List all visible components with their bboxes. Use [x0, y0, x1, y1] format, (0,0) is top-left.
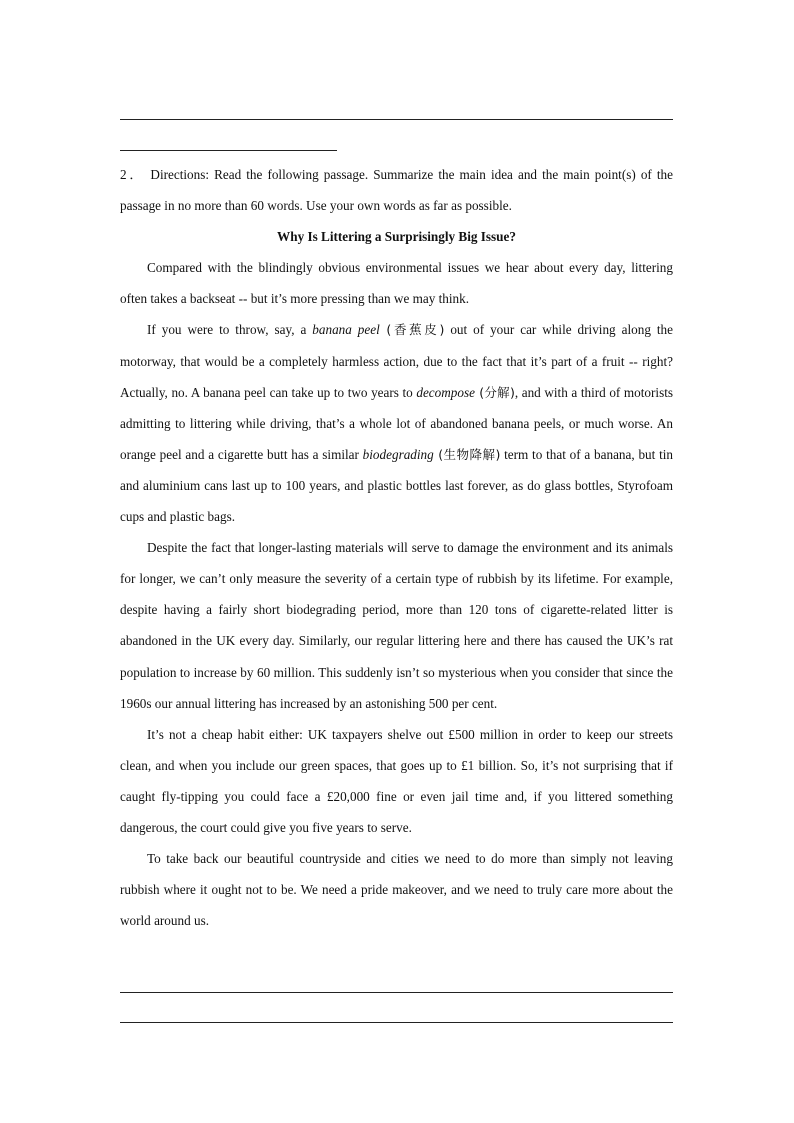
term-biodegrading: biodegrading — [362, 446, 434, 462]
passage-title: Why Is Littering a Surprisingly Big Issue? — [277, 229, 516, 245]
answer-line — [120, 992, 673, 993]
answer-line — [120, 119, 673, 120]
paragraph-3: Despite the fact that longer-lasting materials will serve to damage the environment and its animals for longer, we can’t only measure the severity of a certain type of rubbish by its lifetime. For example, despite having a fairly short biodegrading period, more than 120 tons of cigarette-related litter is abandoned in the UK every day. Similarly, our regular littering here and there has caused the UK’s rat population to increase by 60 million. This suddenly isn’t so mysterious when you consider that since the 1960s our annual littering has increased by an astonishing 500 per cent. — [120, 540, 673, 711]
term-decompose: decompose — [416, 384, 475, 400]
term-banana-peel: banana peel — [312, 322, 380, 338]
paragraph-5: To take back our beautiful countryside and cities we need to do more than simply not leaving rubbish where it ought not to be. We need a pride makeover, and we need to truly care more about the world around us. — [120, 851, 673, 929]
p2-text-3: , and with a third of motorists admitting to littering while driving, that’s a whole lot of abandoned banana peels, or much worse. An orange peel and a cigarette butt has a similar — [120, 384, 673, 462]
answer-line — [120, 1022, 673, 1023]
gloss-decompose: (分解) — [474, 384, 515, 400]
question-number: 2． — [120, 167, 146, 182]
question-body — [120, 159, 673, 936]
answer-line-short — [120, 150, 337, 151]
paragraph-4: It’s not a cheap habit either: UK taxpayers shelve out £500 million in order to keep our streets clean, and when you include our green spaces, that goes up to £1 billion. So, it’s not surprising that if caught fly-tipping you could face a £20,000 fine or even jail time and, if you littered something dangerous, the court could give you five years to serve. — [120, 726, 673, 835]
paragraph-1: Compared with the blindingly obvious environmental issues we hear about every day, littering often takes a backseat -- but it’s more pressing than we may think. — [120, 260, 673, 307]
p2-text-4: term to that of a banana, but tin and aluminium cans last up to 100 years, and plastic bottles last forever, as do glass bottles, Styrofoam cups and plastic bags. — [120, 446, 673, 525]
directions-text: Directions: Read the following passage. Summarize the main idea and the main point(s) of the passage in no more than 60 words. Use your own words as far as possible. — [120, 167, 674, 214]
p2-text-1: If you were to throw, say, a — [147, 322, 313, 338]
p2-text-2: out of your car while driving along the motorway, that would be a completely harmless action, due to the fact that it’s part of a fruit -- right? Actually, no. A banana peel can take up to two years to — [120, 322, 673, 400]
document-page — [120, 0, 673, 1123]
question-directions — [120, 159, 673, 221]
gloss-banana-peel: (香蕉皮) — [379, 322, 445, 338]
gloss-biodegrading: (生物降解) — [433, 446, 501, 462]
paragraph-2 — [120, 314, 673, 532]
